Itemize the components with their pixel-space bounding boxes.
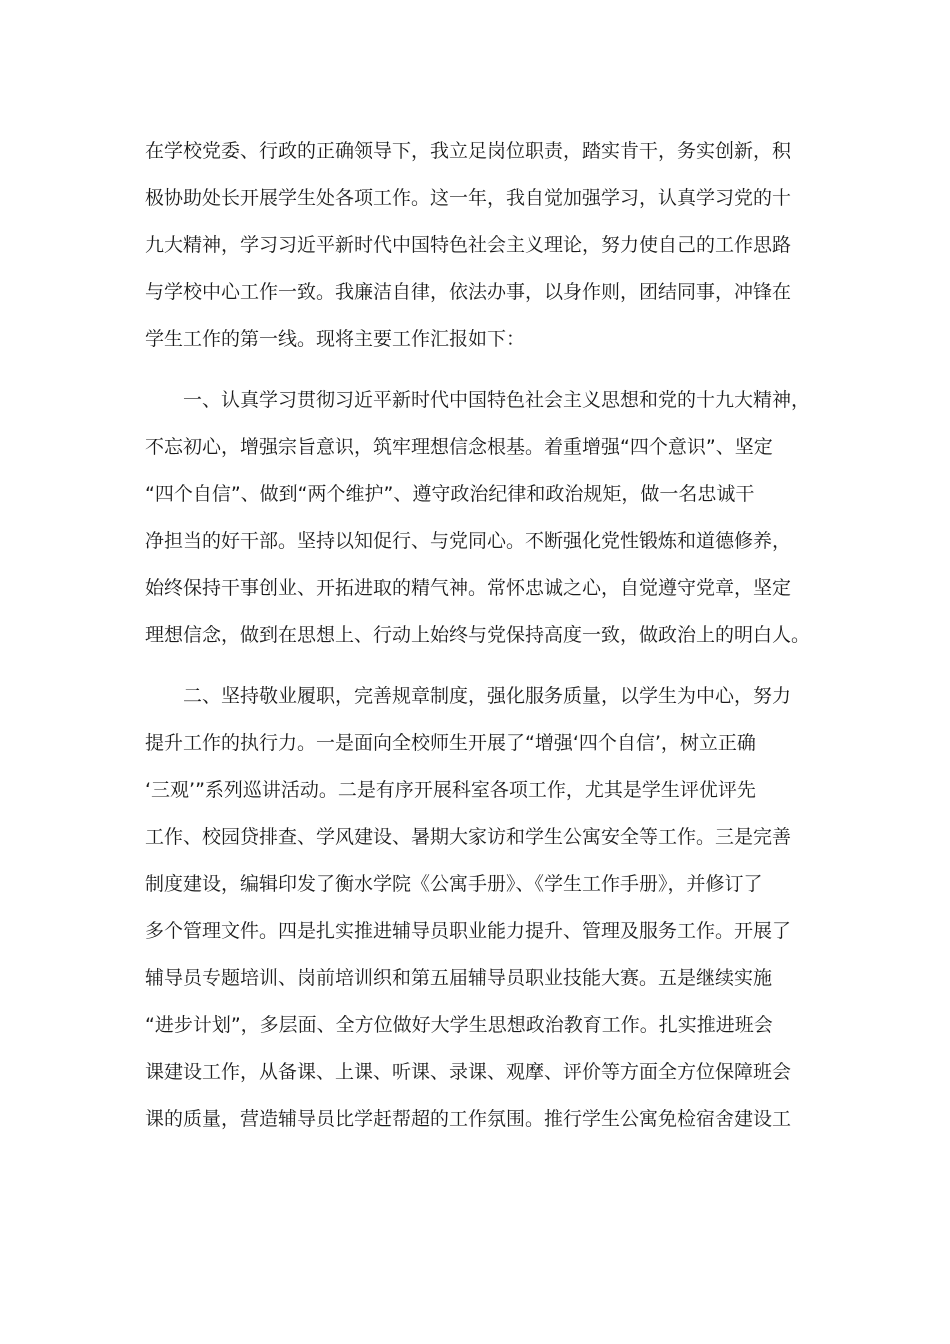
text-line: 极协助处长开展学生处各项工作。这一年，我自觉加强学习，认真学习党的十 bbox=[145, 187, 792, 209]
paragraph-intro bbox=[145, 128, 813, 363]
text-line: 始终保持干事创业、开拓进取的精气神。常怀忠诚之心，自觉遵守党章，坚定 bbox=[145, 577, 792, 599]
text-line: “进步计划”，多层面、全方位做好大学生思想政治教育工作。扎实推进班会 bbox=[145, 1014, 773, 1036]
text-line: 一、认真学习贯彻习近平新时代中国特色社会主义思想和党的十九大精神， bbox=[183, 389, 811, 411]
paragraph-gap bbox=[145, 659, 813, 673]
text-line: 不忘初心，增强宗旨意识，筑牢理想信念根基。着重增强“四个意识”、坚定 bbox=[145, 436, 773, 458]
document-body bbox=[145, 128, 813, 1143]
text-line: 辅导员专题培训、岗前培训织和第五届辅导员职业技能大赛。五是继续实施 bbox=[145, 967, 773, 989]
text-line: 提升工作的执行力。一是面向全校师生开展了“增强‘四个自信’，树立正确 bbox=[145, 732, 756, 754]
text-line: 净担当的好干部。坚持以知促行、与党同心。不断强化党性锻炼和道德修养， bbox=[145, 530, 792, 552]
text-line: 九大精神，学习习近平新时代中国特色社会主义理论，努力使自己的工作思路 bbox=[145, 234, 792, 256]
text-line: ‘三观’”系列巡讲活动。二是有序开展科室各项工作，尤其是学生评优评先 bbox=[145, 779, 756, 801]
text-line: 学生工作的第一线。现将主要工作汇报如下： bbox=[145, 328, 526, 350]
text-line: 课建设工作，从备课、上课、听课、录课、观摩、评价等方面全方位保障班会 bbox=[145, 1061, 792, 1083]
paragraph-section-two bbox=[145, 673, 813, 1143]
text-line: 与学校中心工作一致。我廉洁自律，依法办事，以身作则，团结同事，冲锋在 bbox=[145, 281, 792, 303]
text-line: 制度建设，编辑印发了衡水学院《公寓手册》、《学生工作手册》，并修订了 bbox=[145, 873, 763, 895]
text-line: “四个自信”、做到“两个维护”、遵守政治纪律和政治规矩，做一名忠诚干 bbox=[145, 483, 755, 505]
text-line: 二、坚持敬业履职，完善规章制度，强化服务质量，以学生为中心，努力 bbox=[183, 685, 792, 707]
text-line: 课的质量，营造辅导员比学赶帮超的工作氛围。推行学生公寓免检宿舍建设工 bbox=[145, 1108, 792, 1130]
paragraph-gap bbox=[145, 363, 813, 377]
text-line: 工作、校园贷排查、学风建设、暑期大家访和学生公寓安全等工作。三是完善 bbox=[145, 826, 792, 848]
text-line: 多个管理文件。四是扎实推进辅导员职业能力提升、管理及服务工作。开展了 bbox=[145, 920, 792, 942]
paragraph-section-one bbox=[145, 377, 813, 659]
text-line: 理想信念，做到在思想上、行动上始终与党保持高度一致，做政治上的明白人。 bbox=[145, 624, 811, 646]
text-line: 在学校党委、行政的正确领导下，我立足岗位职责，踏实肯干，务实创新，积 bbox=[145, 140, 792, 162]
